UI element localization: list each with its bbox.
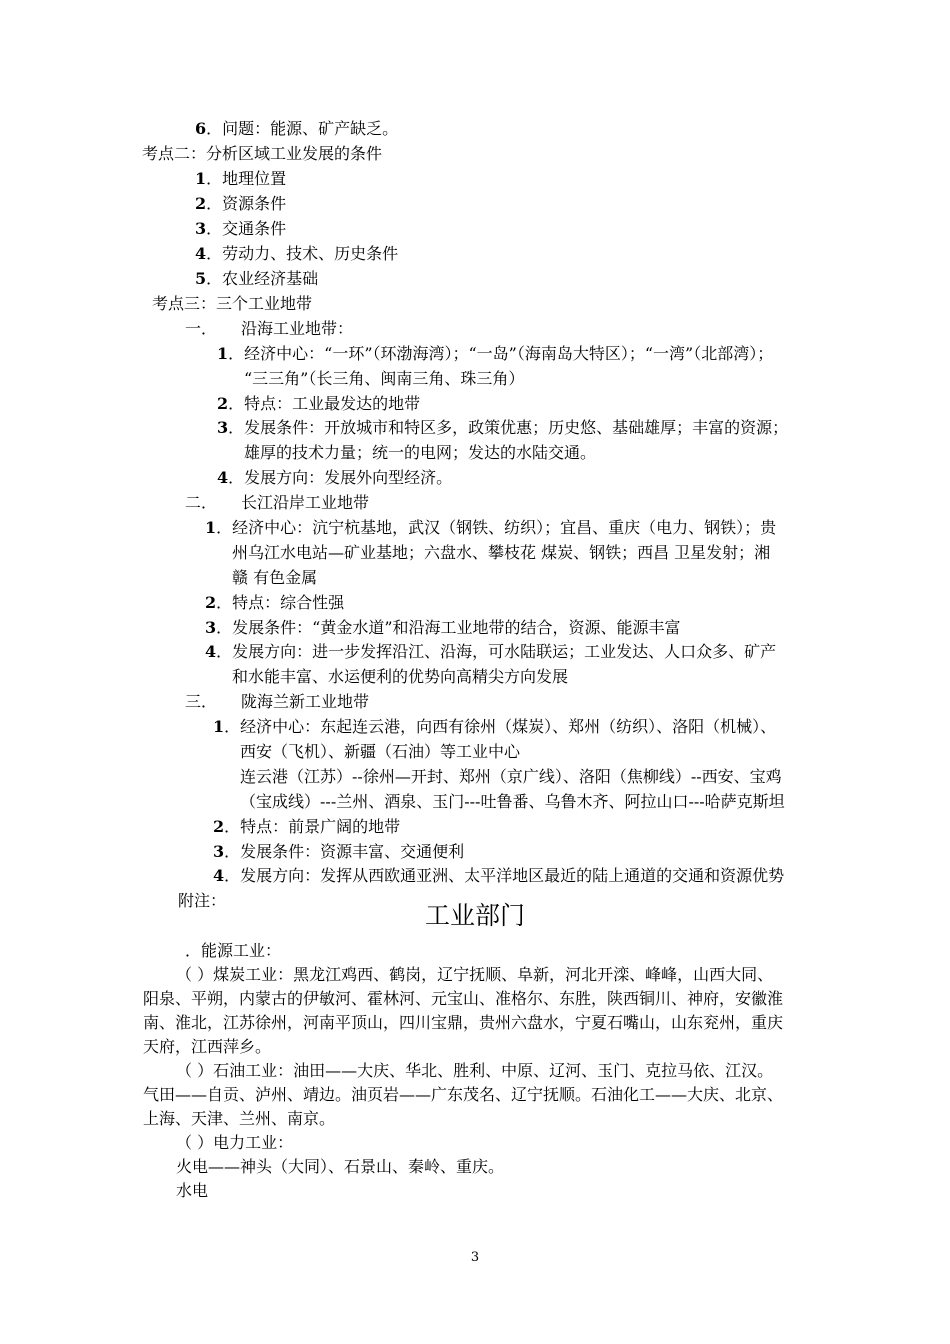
- item-line: 3．发展条件：资源丰富、交通便利: [213, 842, 465, 861]
- subsection-heading: 二． 长江沿岸工业地带: [185, 493, 370, 512]
- item-line: 3．交通条件: [195, 219, 287, 238]
- item-line: 4．发展方向：进一步发挥沿江、沿海，可水陆联运；工业发达、人口众多、矿产: [205, 642, 777, 661]
- item-line: 2．特点：工业最发达的地带: [217, 394, 421, 413]
- item-continuation: （宝成线）---兰州、酒泉、玉门---吐鲁番、乌鲁木齐、阿拉山口---哈萨克斯坦: [240, 792, 785, 811]
- item-line: 1．经济中心：东起连云港，向西有徐州（煤炭）、郑州（纺织）、洛阳（机械）、: [213, 717, 777, 736]
- item-line: 3．发展条件：“黄金水道”和沿海工业地带的结合，资源、能源丰富: [205, 618, 681, 637]
- item-line: 2．资源条件: [195, 194, 287, 213]
- item-continuation: “三三角”（长三角、闽南三角、珠三角）: [244, 369, 525, 388]
- item-line: 2．特点：综合性强: [205, 593, 345, 612]
- item-continuation: 赣 有色金属: [232, 568, 318, 587]
- item-continuation: 和水能丰富、水运便利的优势向高精尖方向发展: [232, 667, 569, 686]
- item-line: 2．特点：前景广阔的地带: [213, 817, 401, 836]
- item-line: 1．地理位置: [195, 169, 287, 188]
- paragraph-line: ．能源工业：: [185, 941, 282, 960]
- paragraph-line: 天府，江西萍乡。: [143, 1037, 272, 1056]
- paragraph-line: 气田——自贡、泸州、靖边。油页岩——广东茂名、辽宁抚顺。石油化工——大庆、北京、: [143, 1085, 784, 1104]
- item-line: 4．发展方向：发展外向型经济。: [217, 468, 453, 487]
- section-heading: 考点二：分析区域工业发展的条件: [142, 144, 383, 163]
- item-line: 4．发展方向：发挥从西欧通亚洲、太平洋地区最近的陆上通道的交通和资源优势: [213, 866, 785, 885]
- item-continuation: 西安（飞机）、新疆（石油）等工业中心: [240, 742, 521, 761]
- paragraph-line: 火电——神头（大同）、石景山、秦岭、重庆。: [176, 1157, 505, 1176]
- note-label: 附注：: [178, 891, 227, 910]
- item-line: 5．农业经济基础: [195, 269, 319, 288]
- paragraph-line: （ ）电力工业：: [176, 1133, 294, 1152]
- section-heading: 考点三：三个工业地带: [152, 294, 313, 313]
- subsection-heading: 三． 陇海兰新工业地带: [185, 692, 370, 711]
- paragraph-line: （ ）煤炭工业：黑龙江鸡西、鹤岗，辽宁抚顺、阜新，河北开滦、峰峰，山西大同、: [176, 965, 774, 984]
- item-line: 1．经济中心：“一环”（环渤海湾）；“一岛”（海南岛大特区）；“一湾”（北部湾）；: [217, 344, 774, 363]
- page-number: 3: [470, 1250, 480, 1265]
- item-continuation: 雄厚的技术力量；统一的电网；发达的水陆交通。: [244, 443, 597, 462]
- page-title: 工业部门: [424, 901, 525, 930]
- item-line: 6．问题：能源、矿产缺乏。: [195, 119, 399, 138]
- item-continuation: 连云港（江苏）--徐州—开封、郑州（京广线）、洛阳（焦柳线）--西安、宝鸡: [240, 767, 782, 786]
- item-line: 4．劳动力、技术、历史条件: [195, 244, 399, 263]
- paragraph-line: 阳泉、平朔，内蒙古的伊敏河、霍林河、元宝山、准格尔、东胜，陕西铜川、神府，安徽淮: [143, 989, 784, 1008]
- item-continuation: 州乌江水电站—矿业基地；六盘水、攀枝花 煤炭、钢铁；西昌 卫星发射；湘: [232, 543, 771, 562]
- subsection-heading: 一． 沿海工业地带：: [185, 319, 354, 338]
- paragraph-line: 上海、天津、兰州、南京。: [143, 1109, 336, 1128]
- item-line: 3．发展条件：开放城市和特区多，政策优惠；历史悠、基础雄厚；丰富的资源；: [217, 418, 789, 437]
- item-line: 1．经济中心：沆宁杭基地，武汉（钢铁、纺织）；宜昌、重庆（电力、钢铁）；贵: [205, 518, 777, 537]
- paragraph-line: 南、淮北，江苏徐州，河南平顶山，四川宝鼎，贵州六盘水，宁夏石嘴山，山东兖州，重庆: [143, 1013, 784, 1032]
- paragraph-line: （ ）石油工业：油田——大庆、华北、胜利、中原、辽河、玉门、克拉马依、江汉。: [176, 1061, 774, 1080]
- paragraph-line: 水电: [176, 1181, 209, 1200]
